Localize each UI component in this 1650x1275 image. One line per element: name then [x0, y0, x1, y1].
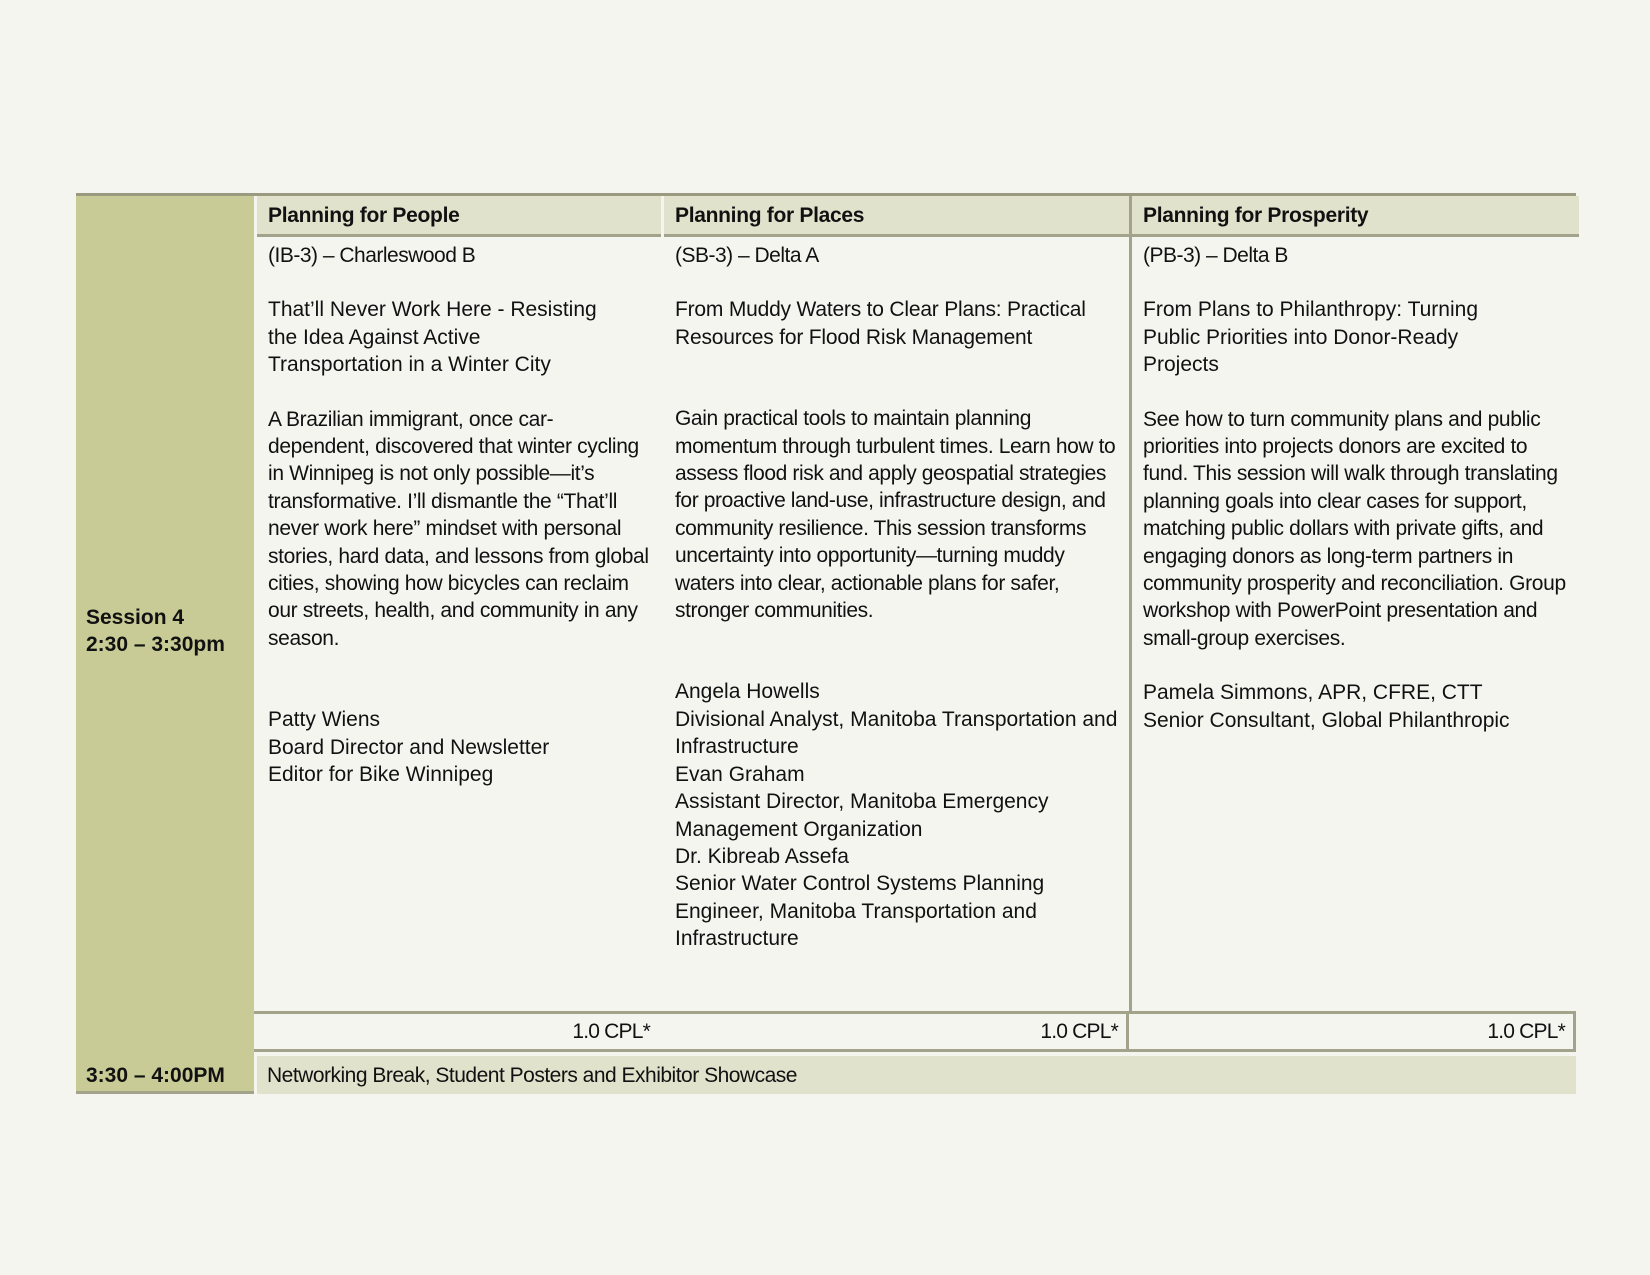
speaker-name: Dr. Kibreab Assefa [675, 844, 849, 868]
room-label: (IB-3) – Charleswood B [268, 244, 476, 267]
break-time: 3:30 – 4:00PM [76, 1056, 254, 1094]
speaker-role: Assistant Director, Manitoba Emergency Management Organization [675, 790, 1049, 841]
speaker-role: Divisional Analyst, Manitoba Transportation and Infrastructure [675, 707, 1118, 759]
session-label [86, 604, 225, 658]
track-header: Planning for People [257, 196, 661, 237]
credits-people: 1.0 CPL* [257, 1014, 661, 1049]
speaker-role: Senior Water Control Systems Planning Engineer, Manitoba Transportation and Infrastructure [675, 872, 1045, 951]
speaker-name: Evan Graham [675, 762, 805, 786]
break-description: Networking Break, Student Posters and Exhibitor Showcase [257, 1056, 1576, 1094]
session-name: Session 4 [86, 606, 185, 629]
session-description: See how to turn community plans and public priorities into projects donors are excited to fund. This session will walk through translating planning goals into clear cases for support, matching public dollars with private gifts, and engaging donors as long-term partners in community prosperity and reconciliation. Group workshop with PowerPoint presentation and small-group exercises. [1143, 407, 1566, 650]
room-label: (SB-3) – Delta A [675, 244, 819, 267]
track-column-prosperity [1129, 196, 1579, 1012]
speaker-name: Pamela Simmons, APR, CFRE, CTT [1143, 681, 1483, 705]
session-cell [76, 196, 254, 1056]
speaker-role: Senior Consultant, Global Philanthropic [1143, 708, 1510, 732]
session-description: A Brazilian immigrant, once car-dependent, discovered that winter cycling in Winnipeg is not only possible—it’s transformative. I’ll dismantle the “That’ll never work here” mindset with personal stories, hard data, and lessons from global cities, showing how bicycles can reclaim our streets, health, and community in any season. [268, 407, 649, 650]
speaker-name: Patty Wiens [268, 708, 381, 732]
session-description: Gain practical tools to maintain planning momentum through turbulent times. Learn how to assess flood risk and apply geospatial strategies for proactive land-use, infrastructure design, and community resilience. This session transforms uncertainty into opportunity—turning muddy waters into clear, actionable plans for safer, stronger communities. [675, 407, 1116, 623]
track-column-places [661, 196, 1132, 1012]
session-title: From Muddy Waters to Clear Plans: Practical Resources for Flood Risk Management [675, 298, 1086, 349]
session-title: That’ll Never Work Here - Resisting the Idea Against Active Transportation in a Winter City [268, 298, 597, 377]
session-title: From Plans to Philanthropy: Turning Public Priorities into Donor-Ready Projects [1143, 298, 1478, 377]
track-header: Planning for Places [664, 196, 1132, 237]
credits-places: 1.0 CPL* [664, 1014, 1129, 1049]
room-label: (PB-3) – Delta B [1143, 244, 1288, 267]
speaker-role: Board Director and Newsletter Editor for Bike Winnipeg [268, 735, 550, 787]
track-column-people [254, 196, 661, 1012]
track-body [1132, 237, 1579, 1012]
track-body [257, 237, 661, 1012]
track-body [664, 237, 1132, 1012]
credits-prosperity: 1.0 CPL* [1129, 1014, 1576, 1049]
speaker-name: Angela Howells [675, 680, 820, 704]
session-time: 2:30 – 3:30pm [86, 633, 225, 656]
credits-row [254, 1011, 1576, 1052]
track-header: Planning for Prosperity [1132, 196, 1579, 237]
